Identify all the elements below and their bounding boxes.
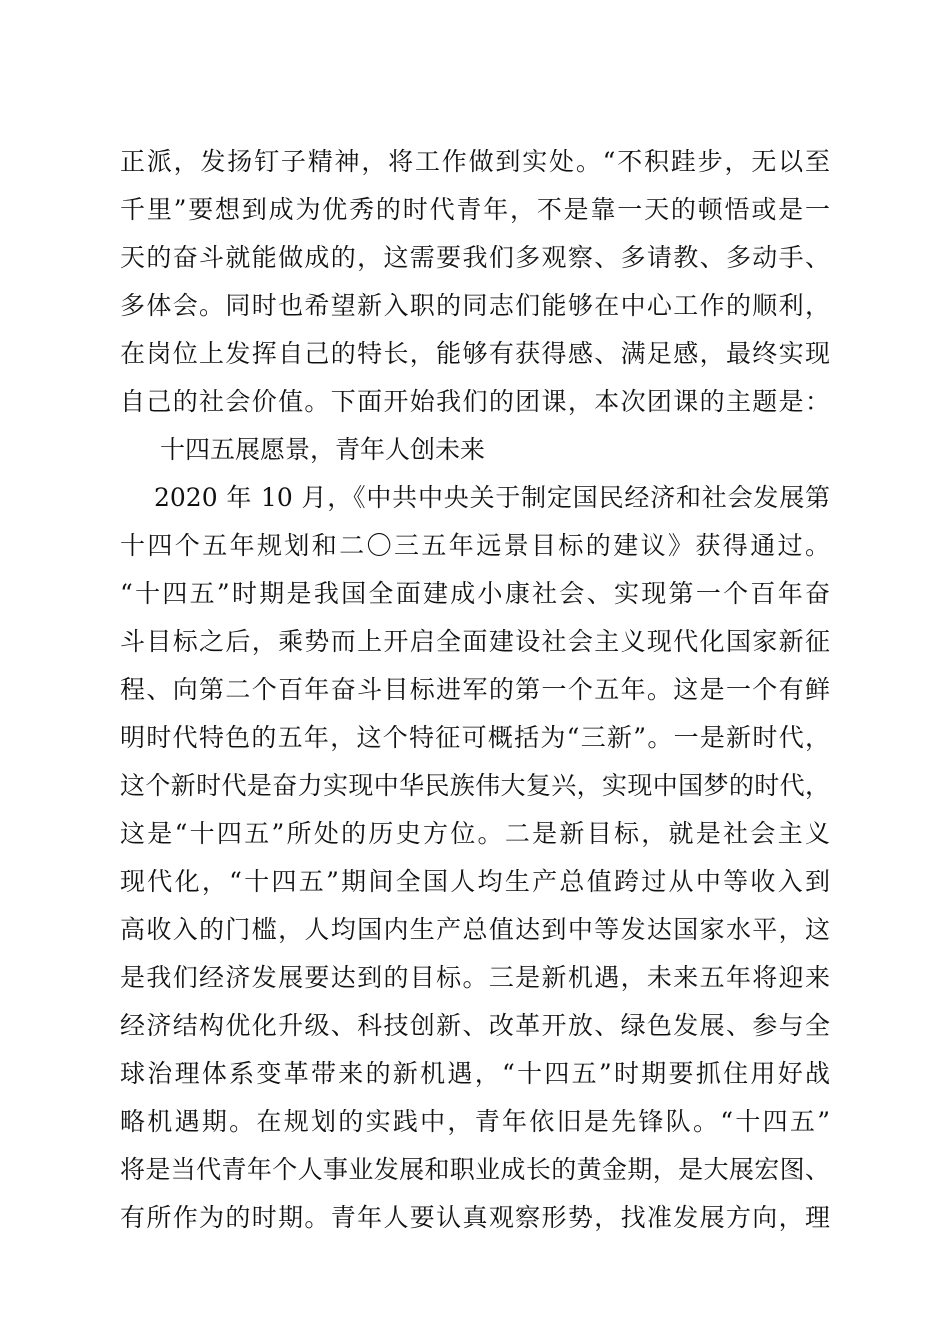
text-line: 2020 年 10 月，《中共中央关于制定国民经济和社会发展第: [154, 483, 830, 512]
text-line: 正派，发扬钉子精神，将工作做到实处。“不积跬步，无以至: [120, 147, 830, 176]
text-line: 高收入的门槛，人均国内生产总值达到中等发达国家水平，这: [120, 915, 830, 944]
body-text: [120, 138, 830, 1242]
text-line: 自己的社会价值。下面开始我们的团课，本次团课的主题是：: [120, 387, 830, 416]
text-line: 斗目标之后，乘势而上开启全面建设社会主义现代化国家新征: [120, 627, 830, 656]
text-line: 在岗位上发挥自己的特长，能够有获得感、满足感，最终实现: [120, 339, 830, 368]
text-line: “十四五”时期是我国全面建成小康社会、实现第一个百年奋: [120, 579, 830, 608]
text-line: 千里”要想到成为优秀的时代青年，不是靠一天的顿悟或是一: [120, 195, 830, 224]
text-line: 现代化，“十四五”期间全国人均生产总值跨过从中等收入到: [120, 867, 830, 896]
text-line: 略机遇期。在规划的实践中，青年依旧是先锋队。“十四五”: [120, 1107, 830, 1136]
text-line: 是我们经济发展要达到的目标。三是新机遇，未来五年将迎来: [120, 963, 830, 992]
text-line: 有所作为的时期。青年人要认真观察形势，找准发展方向，理: [120, 1203, 830, 1232]
section-heading: 十四五展愿景，青年人创未来: [160, 435, 486, 464]
text-line: 多体会。同时也希望新入职的同志们能够在中心工作的顺利，: [120, 291, 830, 320]
text-line: 经济结构优化升级、科技创新、改革开放、绿色发展、参与全: [120, 1011, 830, 1040]
text-line: 这个新时代是奋力实现中华民族伟大复兴，实现中国梦的时代，: [120, 771, 830, 800]
text-line: 程、向第二个百年奋斗目标进军的第一个五年。这是一个有鲜: [120, 675, 830, 704]
text-line: 天的奋斗就能做成的，这需要我们多观察、多请教、多动手、: [120, 243, 830, 272]
text-line: 明时代特色的五年，这个特征可概括为“三新”。一是新时代，: [120, 723, 830, 752]
text-line: 这是“十四五”所处的历史方位。二是新目标，就是社会主义: [120, 819, 830, 848]
text-line: 将是当代青年个人事业发展和职业成长的黄金期，是大展宏图、: [120, 1155, 830, 1184]
text-line: 十四个五年规划和二〇三五年远景目标的建议》获得通过。: [120, 531, 830, 560]
text-line: 球治理体系变革带来的新机遇，“十四五”时期要抓住用好战: [120, 1059, 830, 1088]
